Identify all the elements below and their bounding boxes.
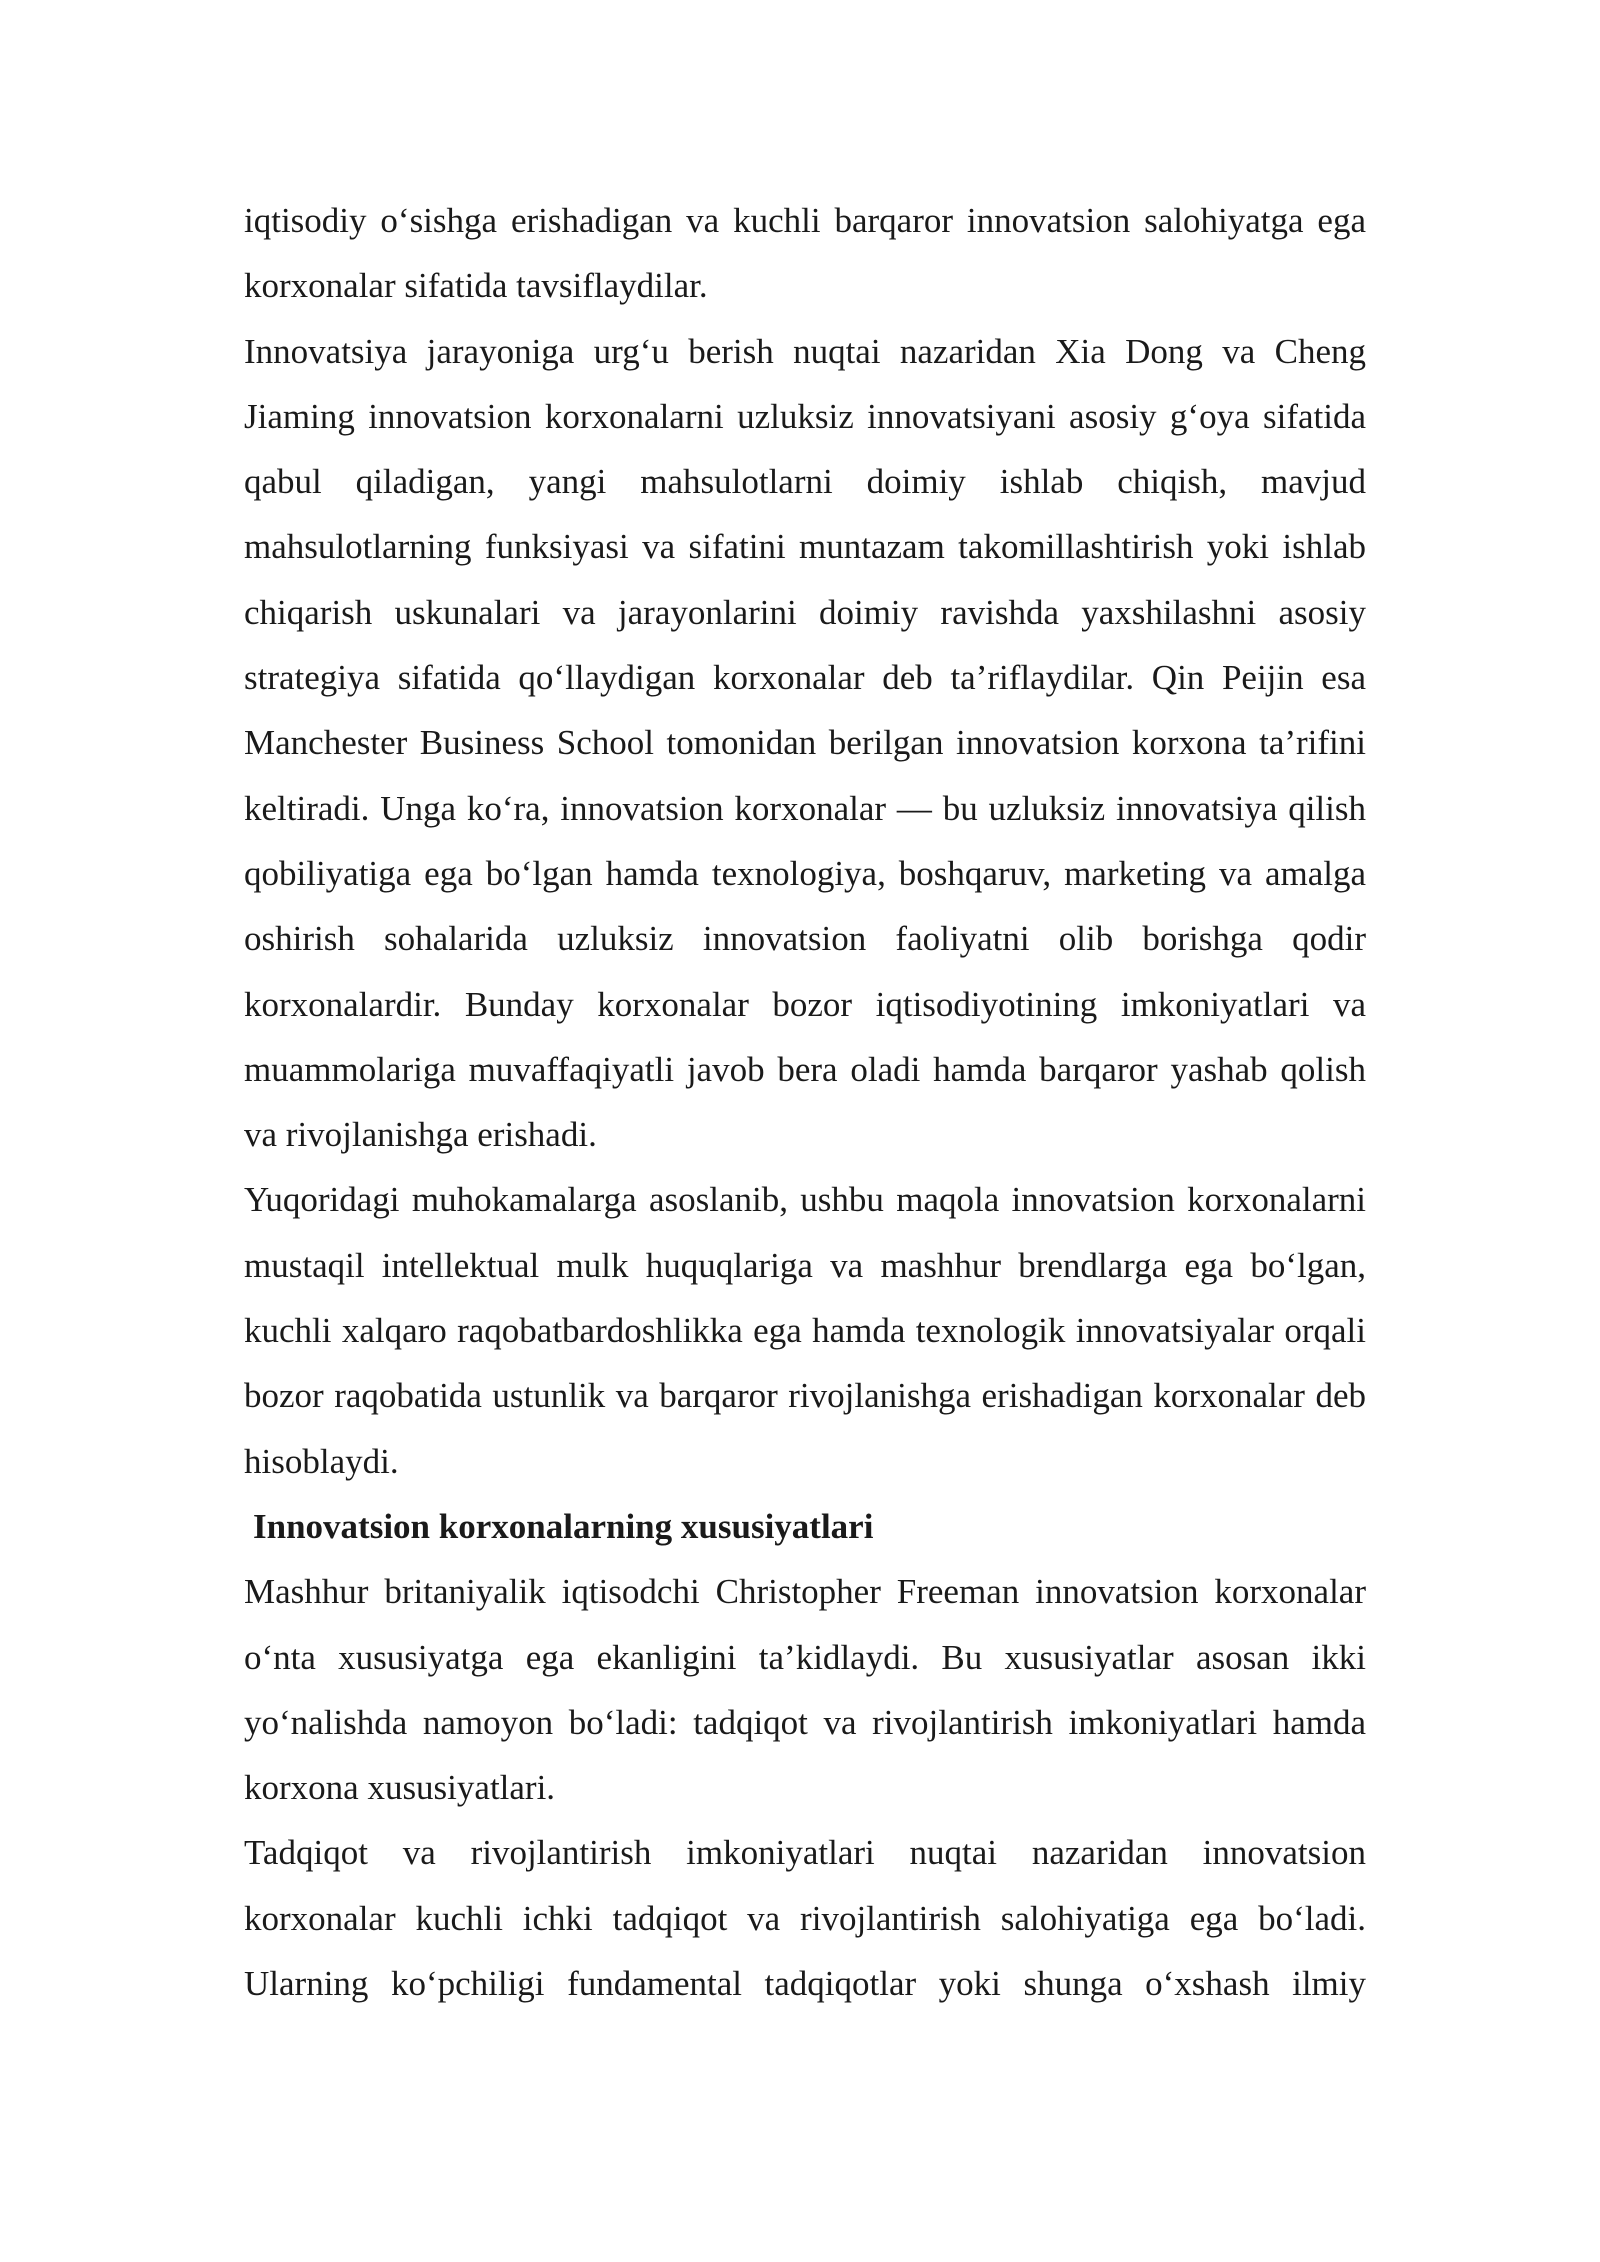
- document-page: [244, 188, 1366, 2016]
- paragraph-conclusion: Yuqoridagi muhokamalarga asoslanib, ushbu maqola innovatsion korxonalarni mustaqil intellektual mulk huquqlariga va mashhur brendlarga ega bo‘lgan, kuchli xalqaro raqobatbardoshlikka ega hamda texnologik innovatsiyalar orqali bozor raqobatida ustunlik va barqaror rivojlanishga erishadigan korxonalar deb hisoblaydi.: [244, 1180, 1366, 1481]
- paragraph-freeman: Mashhur britaniyalik iqtisodchi Christopher Freeman innovatsion korxonalar o‘nta xususiyatga ega ekanligini ta’kidlaydi. Bu xususiyatlar asosan ikki yo‘nalishda namoyon bo‘ladi: tadqiqot va rivojlantirish imkoniyatlari hamda korxona xususiyatlari.: [244, 1572, 1366, 1808]
- paragraph-research-capabilities: Tadqiqot va rivojlantirish imkoniyatlari nuqtai nazaridan innovatsion korxonalar kuchli ichki tadqiqot va rivojlantirish salohiyatiga ega bo‘ladi. Ularning ko‘pchiligi fundamental tadqiqotlar yoki shunga o‘xshash ilmiy: [244, 1833, 1366, 2004]
- paragraph-continuation: iqtisodiy o‘sishga erishadigan va kuchli barqaror innovatsion salohiyatga ega korxonalar sifatida tavsiflaydilar.: [244, 201, 1366, 306]
- paragraph-definitions: Innovatsiya jarayoniga urg‘u berish nuqtai nazaridan Xia Dong va Cheng Jiaming innovatsion korxonalarni uzluksiz innovatsiyani asosiy g‘oya sifatida qabul qiladigan, yangi mahsulotlarni doimiy ishlab chiqish, mavjud mahsulotlarning funksiyasi va sifatini muntazam takomillashtirish yoki ishlab chiqarish uskunalari va jarayonlarini doimiy ravishda yaxshilashni asosiy strategiya sifatida qo‘llaydigan korxonalar deb ta’riflaydilar. Qin Peijin esa Manchester Business School tomonidan berilgan innovatsion korxona ta’rifini keltiradi. Unga ko‘ra, innovatsion korxonalar — bu uzluksiz innovatsiya qilish qobiliyatiga ega bo‘lgan hamda texnologiya, boshqaruv, marketing va amalga oshirish sohalarida uzluksiz innovatsion faoliyatni olib borishga qodir korxonalardir. Bunday korxonalar bozor iqtisodiyotining imkoniyatlari va muammolariga muvaffaqiyatli javob bera oladi hamda barqaror yashab qolish va rivojlanishga erishadi.: [244, 331, 1366, 1155]
- section-heading: Innovatsion korxonalarning xususiyatlari: [253, 1506, 874, 1546]
